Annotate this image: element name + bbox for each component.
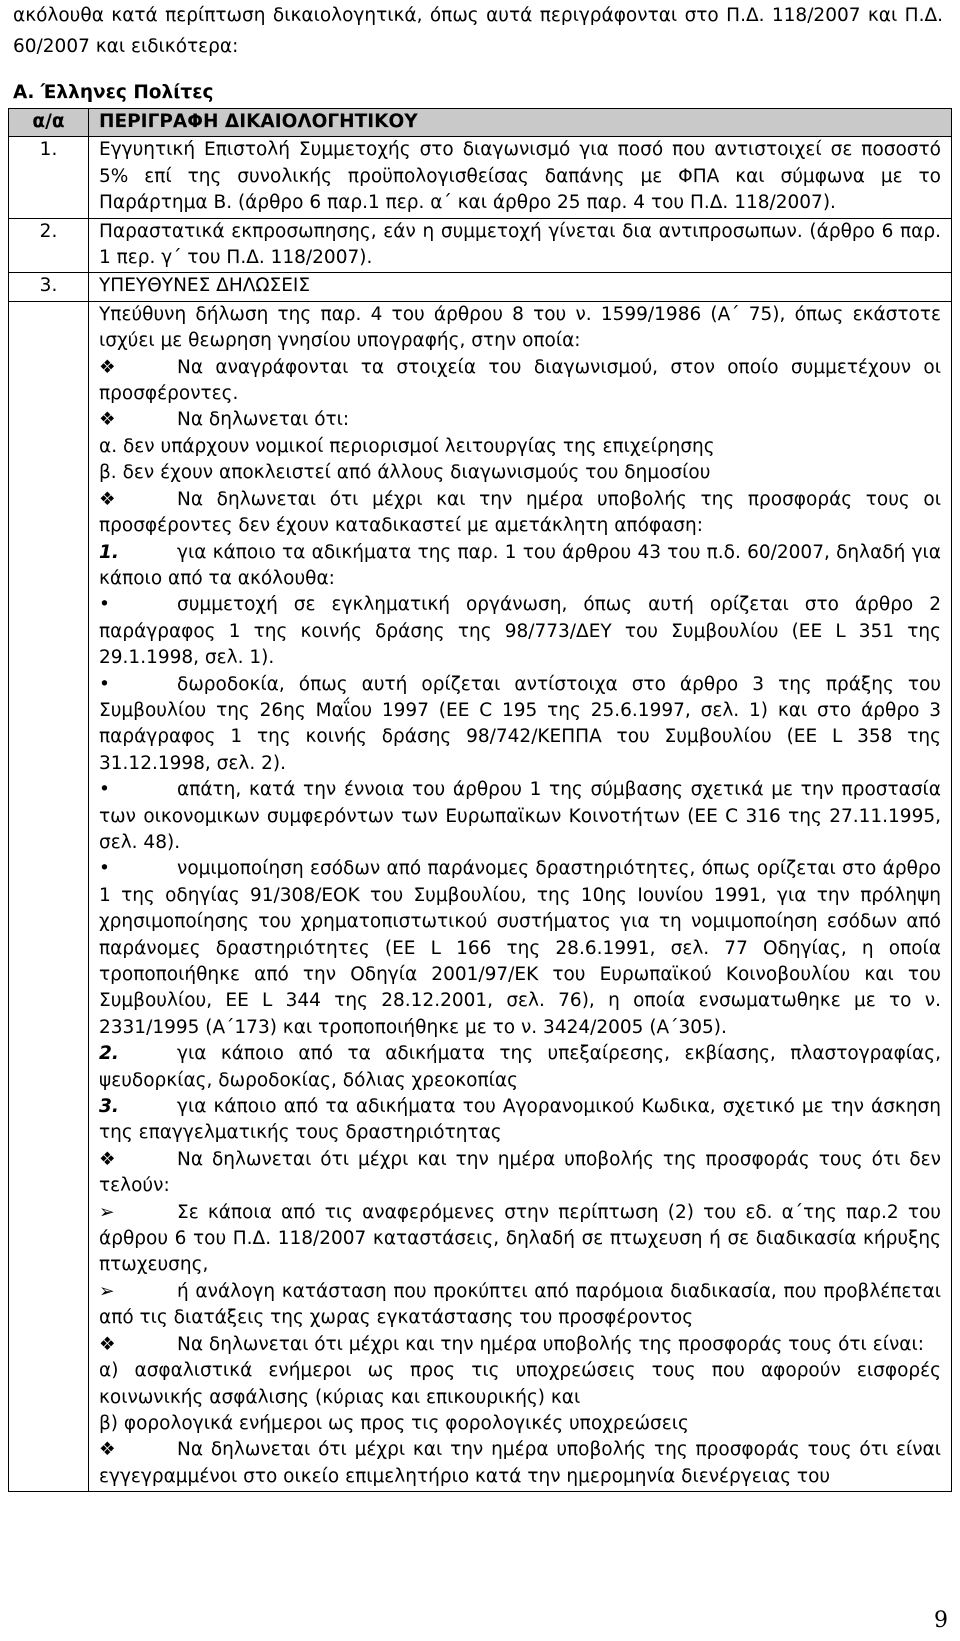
numbered-item: 3. για κάποιο από τα αδικήματα του Αγορανομικού Κωδικα, σχετικό με την άσκηση της επαγγελματικής τους δραστηριότητας [99, 1096, 941, 1144]
item-number: 2. [99, 1043, 119, 1065]
list-item: • δωροδοκία, όπως αυτή ορίζεται αντίστοιχα στο άρθρο 3 της πράξης του Συμβουλίου της 26ης Μαΐου 1997 (ΕΕ C 195 της 25.6.1997, σελ. 1) και στο άρθρο 3 παράγραφος 1 της κοινής δράσης 98/742/ΚΕΠΠΑ του Συμβουλίου (ΕΕ L 358 της 31.12.1998, σελ. 2). [99, 673, 941, 774]
list-item: ❖ Να δηλωνεται ότι μέχρι και την ημέρα υποβολής της προσφοράς τους ότι δεν τελούν: [99, 1148, 941, 1197]
intro-text: ακόλουθα κατά περίπτωση δικαιολογητικά, όπως αυτά περιγράφονται στο Π.Δ. 118/2007 και Π.Δ. 60/2007 και ειδικότερα: [13, 5, 943, 57]
list-subitem: α) ασφαλιστικά ενήμεροι ως προς τις υποχρεώσεις τους που αφορούν εισφορές κοινωνικής ασφάλισης (κύριας και επικουρικής) και [99, 1360, 941, 1408]
list-item: • απάτη, κατά την έννοια του άρθρου 1 της σύμβασης σχετικά με την προστασία των οικονομικων συμφερόντων των Ευρωπαϊκων Κοινοτήτων (ΕΕ C 316 της 27.11.1995, σελ. 48). [99, 779, 941, 853]
dot-bullet-icon: • [99, 858, 110, 880]
requirements-table [8, 108, 952, 1492]
item-number: 1. [99, 541, 119, 563]
dot-bullet-icon: • [99, 779, 110, 801]
numbered-item: 1. για κάποιο τα αδικήματα της παρ. 1 του άρθρου 43 του π.δ. 60/2007, δηλαδή για κάποιο από τα ακόλουθα: [99, 541, 941, 589]
row-number: 3. [9, 273, 89, 301]
dot-bullet-icon: • [99, 594, 110, 616]
diamond-bullet-icon: ❖ [99, 409, 116, 431]
list-item: • νομιμοποίηση εσόδων από παράνομες δραστηριότητες, όπως ορίζεται στο άρθρο 1 της οδηγίας 91/308/ΕΟΚ του Συμβουλίου, της 10ης Ιουνίου 1991, για την πρόληψη χρησιμοποίησης του χρηματοπιστωτικού συστήματος για τη νομιμοποίηση εσόδων από παράνομες δραστηριότητες (ΕΕ L 166 της 28.6.1991, σελ. 77 Οδηγίας, η οποία τροποποιήθηκε από την Οδηγία 2001/97/ΕΚ του Ευρωπαϊκού Κοινοβουλίου και του Συμβουλίου, ΕΕ L 344 της 28.12.2001, σελ. 76), η οποία ενσωματωθηκε με το ν. 2331/1995 (Α΄173) και τροποποιήθηκε με το ν. 3424/2005 (Α΄305). [99, 858, 941, 1038]
row-number: 2. [9, 218, 89, 273]
row-number-empty [9, 301, 89, 1491]
row-title: ΥΠΕΥΘΥΝΕΣ ΔΗΛΩΣΕΙΣ [89, 273, 952, 301]
diamond-bullet-icon: ❖ [99, 1333, 116, 1355]
intro-paragraph [13, 0, 943, 62]
arrow-bullet-icon: ➢ [99, 1201, 115, 1223]
declarations-content [89, 301, 952, 1491]
page-number: 9 [934, 1608, 948, 1633]
table-row [9, 218, 952, 273]
list-item: ➢ Σε κάποια από τις αναφερόμενες στην περίπτωση (2) του εδ. α΄της παρ.2 του άρθρου 6 του Π.Δ. 118/2007 καταστάσεις, δηλαδή σε πτωχευση ή σε διαδικασία κήρυξης πτωχευσης, [99, 1201, 941, 1276]
table-row-declarations [9, 301, 952, 1491]
item-number: 3. [99, 1096, 119, 1118]
list-item: ➢ ή ανάλογη κατάσταση που προκύπτει από παρόμοια διαδικασία, που προβλέπεται από τις διατάξεις της χωρας εγκατάστασης του προσφέροντος [99, 1280, 941, 1329]
diamond-bullet-icon: ❖ [99, 356, 116, 378]
dot-bullet-icon: • [99, 673, 110, 695]
list-subitem: α. δεν υπάρχουν νομικοί περιορισμοί λειτουργίας της επιχείρησης [99, 435, 715, 457]
diamond-bullet-icon: ❖ [99, 488, 116, 510]
row-number: 1. [9, 137, 89, 218]
diamond-bullet-icon: ❖ [99, 1148, 116, 1170]
list-item: ❖ Να αναγράφονται τα στοιχεία του διαγωνισμού, στον οποίο συμμετέχουν οι προσφέροντες. [99, 356, 941, 405]
arrow-bullet-icon: ➢ [99, 1280, 115, 1302]
row-text: Εγγυητική Επιστολή Συμμετοχής στο διαγωνισμό για ποσό που αντιστοιχεί σε ποσοστό 5% επί της συνολικής προϋπολογισθείσας δαπάνης με ΦΠΑ και σύμφωνα με το Παράρτημα Β. (άρθρο 6 παρ.1 περ. α΄ και άρθρο 25 παρ. 4 του Π.Δ. 118/2007). [89, 137, 952, 218]
diamond-bullet-icon: ❖ [99, 1439, 116, 1461]
header-num: α/α [9, 109, 89, 137]
list-item: ❖ Να δηλωνεται ότι μέχρι και την ημέρα υποβολής της προσφοράς τους ότι είναι εγγεγραμμένοι στο οικείο επιμελητήριο κατά την ημερομηνία διενέργειας του [99, 1439, 941, 1487]
list-item: ❖ Να δηλωνεται ότι μέχρι και την ημέρα υποβολής της προσφοράς τους οι προσφέροντες δεν έχουν καταδικαστεί με αμετάκλητη απόφαση: [99, 488, 941, 537]
list-subitem: β. δεν έχουν αποκλειστεί από άλλους διαγωνισμούς του δημοσίου [99, 462, 711, 484]
numbered-item: 2. για κάποιο από τα αδικήματα της υπεξαίρεσης, εκβίασης, πλαστογραφίας, ψευδορκίας, δωροδοκίας, δόλιας χρεοκοπίας [99, 1043, 941, 1091]
table-row [9, 273, 952, 301]
list-subitem: β) φορολογικά ενήμεροι ως προς τις φορολογικές υποχρεώσεις [99, 1412, 689, 1434]
row-text: Παραστατικά εκπροσωπησης, εάν η συμμετοχή γίνεται δια αντιπροσωπων. (άρθρο 6 παρ. 1 περ. γ΄ του Π.Δ. 118/2007). [89, 218, 952, 273]
list-item: ❖ Να δηλωνεται ότι: [99, 407, 941, 433]
list-item: • συμμετοχή σε εγκληματική οργάνωση, όπως αυτή ορίζεται στο άρθρο 2 παράγραφος 1 της κοινής δράσης της 98/773/ΔΕΥ του Συμβουλίου (ΕΕ L 351 της 29.1.1998, σελ. 1). [99, 594, 941, 669]
list-item: ❖ Να δηλωνεται ότι μέχρι και την ημέρα υποβολής της προσφοράς τους ότι είναι: [99, 1332, 941, 1358]
declaration-intro: Υπεύθυνη δήλωση της παρ. 4 του άρθρου 8 του ν. 1599/1986 (Α΄ 75), όπως εκάστοτε ισχύει με θεωρηση γνησίου υπογραφής, στην οποία: [99, 303, 941, 352]
table-header-row [9, 109, 952, 137]
header-description: ΠΕΡΙΓΡΑΦΗ ΔΙΚΑΙΟΛΟΓΗΤΙΚΟΥ [89, 109, 952, 137]
table-row [9, 137, 952, 218]
section-title: Α. Έλληνες Πολίτες [13, 82, 214, 103]
